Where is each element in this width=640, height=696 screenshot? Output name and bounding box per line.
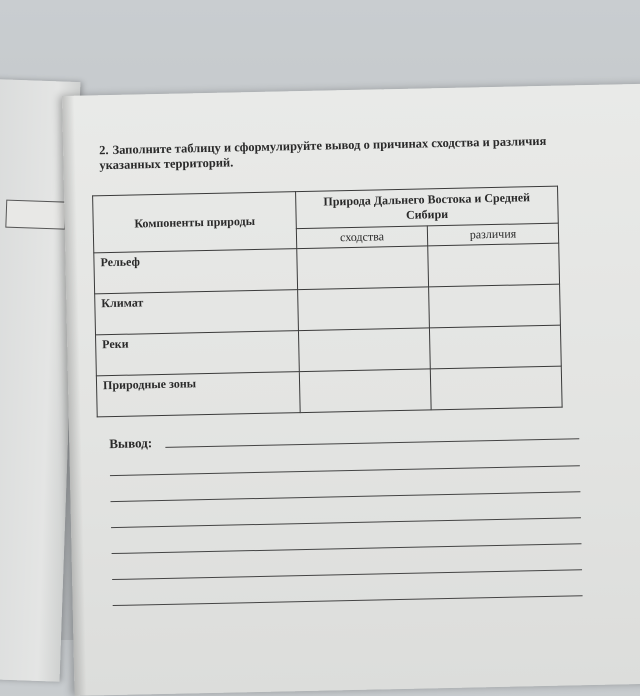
conclusion-line[interactable] [112, 569, 582, 580]
cell-zones-similarities[interactable] [299, 369, 431, 413]
row-label-relief: Рельеф [94, 249, 298, 294]
cell-climate-differences[interactable] [429, 284, 561, 328]
conclusion-line[interactable] [113, 595, 583, 606]
comparison-table [92, 186, 563, 418]
task-instruction [99, 133, 570, 173]
task-number: 2. [98, 143, 109, 158]
cell-climate-similarities[interactable] [298, 287, 430, 331]
row-label-rivers: Реки [96, 331, 300, 376]
row-label-climate: Климат [95, 290, 299, 335]
conclusion-line[interactable] [112, 543, 582, 554]
conclusion-block [109, 425, 579, 453]
header-differences: различия [427, 223, 558, 246]
cell-rivers-differences[interactable] [429, 325, 561, 369]
cell-zones-differences[interactable] [430, 366, 562, 410]
left-page-box [5, 200, 66, 230]
conclusion-line[interactable] [110, 465, 580, 476]
conclusion-line[interactable] [111, 517, 581, 528]
header-similarities: сходства [296, 226, 427, 249]
header-nature-group: Природа Дальнего Востока и Средней Сибири [296, 186, 559, 228]
cell-rivers-similarities[interactable] [298, 328, 430, 372]
conclusion-line[interactable] [165, 438, 579, 448]
workbook-page [62, 83, 640, 695]
conclusion-label: Вывод: [109, 435, 153, 452]
task-text: Заполните таблицу и сформулируйте вывод о причинах сходства и различия указанных территорий. [99, 133, 547, 173]
row-label-natural-zones: Природные зоны [96, 372, 300, 417]
header-components: Компоненты природы [93, 192, 297, 253]
conclusion-line[interactable] [110, 491, 580, 502]
cell-relief-similarities[interactable] [297, 246, 429, 290]
cell-relief-differences[interactable] [428, 243, 560, 287]
